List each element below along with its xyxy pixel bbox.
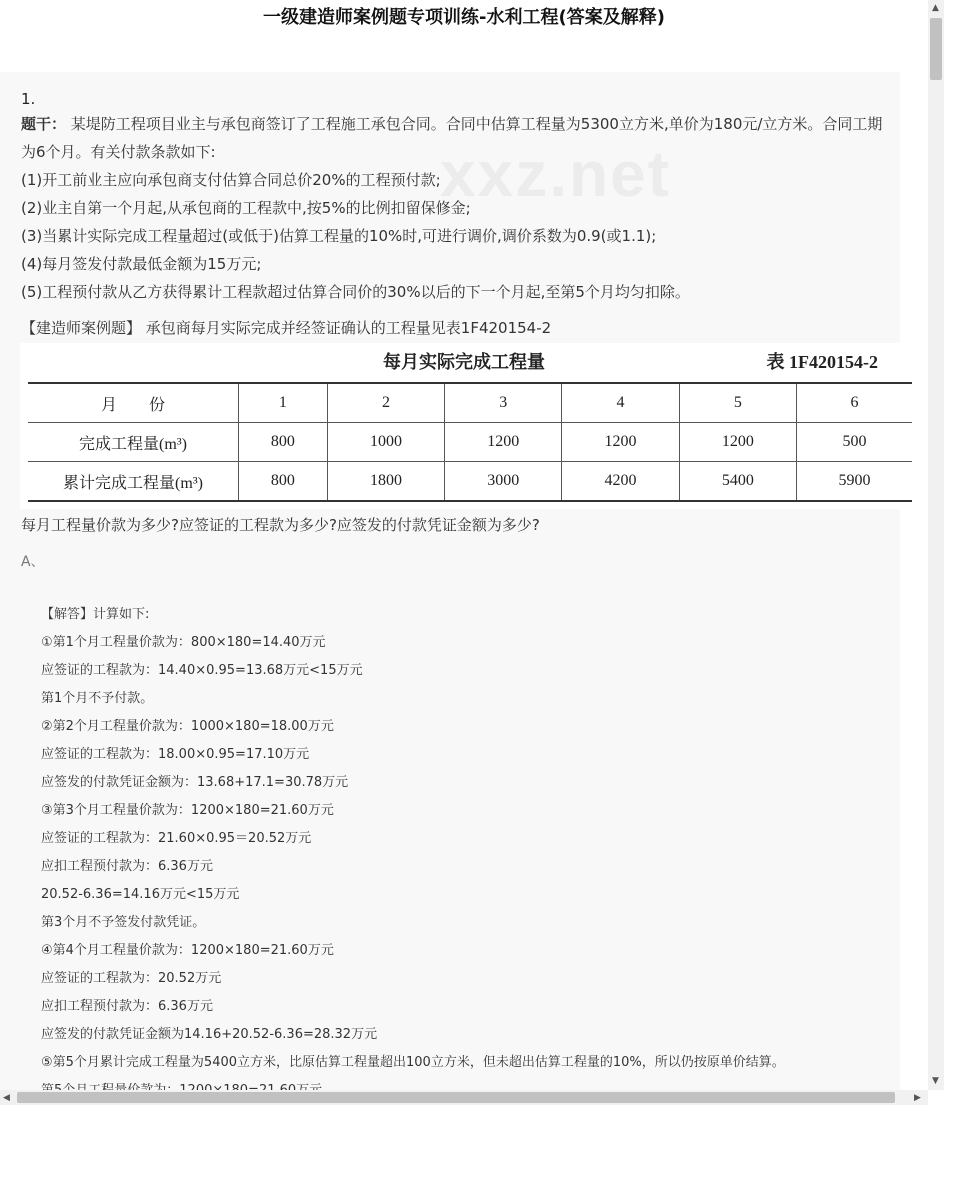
table-cell: 2 (327, 383, 444, 423)
question-stem (21, 110, 891, 166)
table-cell: 1200 (679, 423, 796, 462)
vertical-scrollbar[interactable] (928, 0, 944, 1090)
row-header: 累计完成工程量(m³) (28, 462, 239, 502)
option-a[interactable]: A、 (21, 554, 45, 570)
table-cell: 1000 (327, 423, 444, 462)
table-cell: 1 (239, 383, 328, 423)
table-cell: 800 (239, 462, 328, 502)
page-title: 一级建造师案例题专项训练-水利工程(答案及解释) (263, 7, 665, 28)
table-cell: 5 (679, 383, 796, 423)
answer-line: 应签证的工程款为：14.40×0.95=13.68万元<15万元 (41, 663, 363, 678)
answer-line: 20.52-6.36=14.16万元<15万元 (41, 887, 240, 902)
vertical-scroll-thumb[interactable] (930, 18, 942, 80)
answer-line: ④第4个月工程量价款为：1200×180=21.60万元 (41, 943, 334, 958)
table-row (28, 462, 912, 502)
table-cell: 800 (239, 423, 328, 462)
scroll-down-icon[interactable]: ▼ (932, 1076, 939, 1086)
watermark: xxz.net (440, 138, 671, 210)
scroll-right-icon[interactable]: ▶ (914, 1093, 921, 1103)
clause-1: (1)开工前业主应向承包商支付估算合同总价20%的工程预付款; (21, 171, 441, 189)
table-cell: 1800 (327, 462, 444, 502)
answer-line: ⑤第5个月累计完成工程量为5400立方米，比原估算工程量超出100立方米，但未超出估算工程量的10%，所以仍按原单价结算。 (41, 1055, 785, 1070)
work-table-image (20, 343, 916, 509)
answer-line: 应签证的工程款为：18.00×0.95=17.10万元 (41, 747, 310, 762)
clause-3: (3)当累计实际完成工程量超过(或低于)估算工程量的10%时,可进行调价,调价系数为0.9(或1.1); (21, 227, 657, 245)
row-header: 月 份 (28, 383, 239, 423)
answer-line: 应扣工程预付款为：6.36万元 (41, 859, 213, 874)
clause-5: (5)工程预付款从乙方获得累计工程款超过估算合同价的30%以后的下一个月起,至第5个月均匀扣除。 (21, 283, 690, 301)
answer-line: 第3个月不予签发付款凭证。 (41, 915, 206, 930)
content-viewport[interactable] (0, 72, 900, 1090)
stem-text: 某堤防工程项目业主与承包商签订了工程施工承包合同。合同中估算工程量为5300立方米,单价为180元/立方米。合同工期为6个月。有关付款条款如下: (21, 115, 883, 161)
table-cell: 3 (445, 383, 562, 423)
answer-block (41, 601, 891, 1105)
horizontal-scroll-thumb[interactable] (17, 1092, 895, 1103)
table-cell: 5900 (796, 462, 912, 502)
table-cell: 1200 (445, 423, 562, 462)
clause-2: (2)业主自第一个月起,从承包商的工程款中,按5%的比例扣留保修金; (21, 199, 471, 217)
table-row (28, 383, 912, 423)
answer-line: 应签发的付款凭证金额为：13.68+17.1=30.78万元 (41, 775, 349, 790)
table-cell: 5400 (679, 462, 796, 502)
table-cell: 3000 (445, 462, 562, 502)
question-number: 1. (21, 90, 36, 108)
scroll-left-icon[interactable]: ◀ (3, 1093, 10, 1103)
table-number: 表 1F420154-2 (766, 352, 878, 372)
table-cell: 500 (796, 423, 912, 462)
question-text: 每月工程量价款为多少?应签证的工程款为多少?应签发的付款凭证金额为多少? (21, 516, 540, 534)
scroll-up-icon[interactable]: ▲ (932, 3, 939, 13)
answer-line: 应签发的付款凭证金额为14.16+20.52-6.36=28.32万元 (41, 1027, 378, 1042)
table-cell: 1200 (562, 423, 679, 462)
horizontal-scrollbar[interactable] (0, 1090, 928, 1105)
table-row (28, 423, 912, 462)
answer-line: ①第1个月工程量价款为：800×180=14.40万元 (41, 635, 326, 650)
answer-line: 应扣工程预付款为：6.36万元 (41, 999, 213, 1014)
table-cell: 6 (796, 383, 912, 423)
question-content (21, 88, 891, 1105)
table-title: 每月实际完成工程量 (383, 352, 545, 373)
answer-line: 应签证的工程款为：20.52万元 (41, 971, 222, 986)
table-cell: 4 (562, 383, 679, 423)
case-intro: 【建造师案例题】 承包商每月实际完成并经签证确认的工程量见表1F420154-2 (21, 319, 552, 337)
work-table (28, 382, 912, 502)
stem-label: 题干： (21, 115, 67, 133)
answer-line: 应签证的工程款为：21.60×0.95＝20.52万元 (41, 831, 312, 846)
clause-4: (4)每月签发付款最低金额为15万元; (21, 255, 262, 273)
answer-line: 第1个月不予付款。 (41, 691, 154, 706)
row-header: 完成工程量(m³) (28, 423, 239, 462)
answer-line: 【解答】计算如下: (41, 607, 150, 622)
answer-line: ②第2个月工程量价款为：1000×180=18.00万元 (41, 719, 334, 734)
answer-line: ③第3个月工程量价款为：1200×180=21.60万元 (41, 803, 334, 818)
table-cell: 4200 (562, 462, 679, 502)
